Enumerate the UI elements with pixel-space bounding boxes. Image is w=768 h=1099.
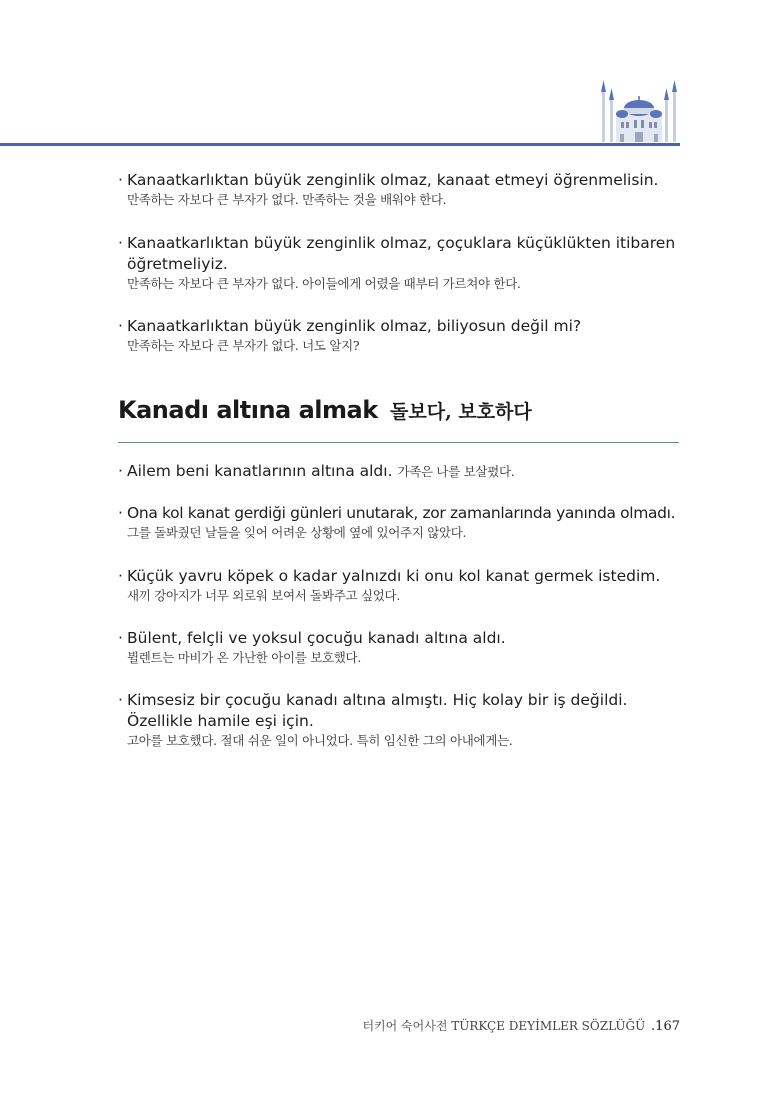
turkish-sentence	[118, 461, 684, 482]
heading-rule	[118, 442, 679, 443]
turkish-sentence	[118, 170, 684, 191]
idiom-heading	[118, 396, 680, 424]
turkish-sentence	[118, 503, 688, 524]
turkish-sentence	[118, 316, 684, 337]
bullet: ·	[118, 462, 123, 480]
turkish-text: Kimsesiz bir çocuğu kanadı altına almıştı. Hiç kolay bir iş değildi. Özellikle hamile eşi için.	[127, 691, 628, 730]
header-rule	[0, 143, 680, 146]
example-entry	[118, 233, 684, 293]
turkish-text: Kanaatkarlıktan büyük zenginlik olmaz, kanaat etmeyi öğrenmelisin.	[127, 171, 659, 189]
turkish-text: Küçük yavru köpek o kadar yalnızdı ki onu kol kanat germek istedim.	[127, 567, 661, 585]
korean-translation: 고아를 보호했다. 절대 쉬운 일이 아니었다. 특히 임신한 그의 아내에게는.	[127, 733, 513, 748]
example-entry	[118, 628, 684, 667]
turkish-sentence	[118, 628, 684, 649]
turkish-text: Kanaatkarlıktan büyük zenginlik olmaz, çoçuklara küçüklükten itibaren öğretmeliyiz.	[127, 234, 676, 273]
bullet: ·	[118, 317, 123, 335]
example-entry	[118, 170, 684, 209]
bullet: ·	[118, 691, 123, 709]
korean-translation: 새끼 강아지가 너무 외로워 보여서 돌봐주고 싶었다.	[127, 588, 400, 603]
turkish-text: Kanaatkarlıktan büyük zenginlik olmaz, biliyosun değil mi?	[127, 317, 582, 335]
example-entry	[118, 461, 684, 482]
turkish-sentence	[118, 233, 684, 275]
book-title: 터키어 숙어사전 TÜRKÇE DEYİMLER SÖZLÜĞÜ	[362, 1019, 646, 1033]
korean-translation: 만족하는 자보다 큰 부자가 없다. 만족하는 것을 배워야 한다.	[127, 192, 447, 207]
mosque-illustration	[598, 78, 680, 144]
korean-translation: 만족하는 자보다 큰 부자가 없다. 너도 알지?	[127, 338, 360, 353]
korean-translation: 가족은 나를 보살폈다.	[397, 464, 515, 479]
page-footer	[362, 1017, 680, 1034]
turkish-text: Ailem beni kanatlarının altına aldı.	[127, 462, 393, 480]
page-number: .167	[651, 1019, 680, 1034]
turkish-sentence	[118, 690, 638, 732]
korean-translation: 그를 돌봐줬던 날들을 잊어 어려운 상황에 옆에 있어주지 않았다.	[127, 525, 467, 540]
turkish-sentence	[118, 566, 684, 587]
bullet: ·	[118, 171, 123, 189]
bullet: ·	[118, 629, 123, 647]
turkish-text: Ona kol kanat gerdiği günleri unutarak, zor zamanlarında yanında olmadı.	[127, 504, 676, 522]
example-entry	[118, 690, 638, 750]
idiom-meaning: 돌보다, 보호하다	[390, 401, 532, 423]
bullet: ·	[118, 234, 123, 252]
bullet: ·	[118, 504, 123, 522]
example-entry	[118, 566, 684, 605]
korean-translation: 만족하는 자보다 큰 부자가 없다. 아이들에게 어렸을 때부터 가르쳐야 한다.	[127, 276, 521, 291]
example-entry	[118, 503, 688, 542]
example-entry	[118, 316, 684, 355]
idiom-phrase: Kanadı altına almak	[118, 396, 378, 424]
korean-translation: 뷜렌트는 마비가 온 가난한 아이를 보호했다.	[127, 650, 361, 665]
turkish-text: Bülent, felçli ve yoksul çocuğu kanadı altına aldı.	[127, 629, 506, 647]
bullet: ·	[118, 567, 123, 585]
